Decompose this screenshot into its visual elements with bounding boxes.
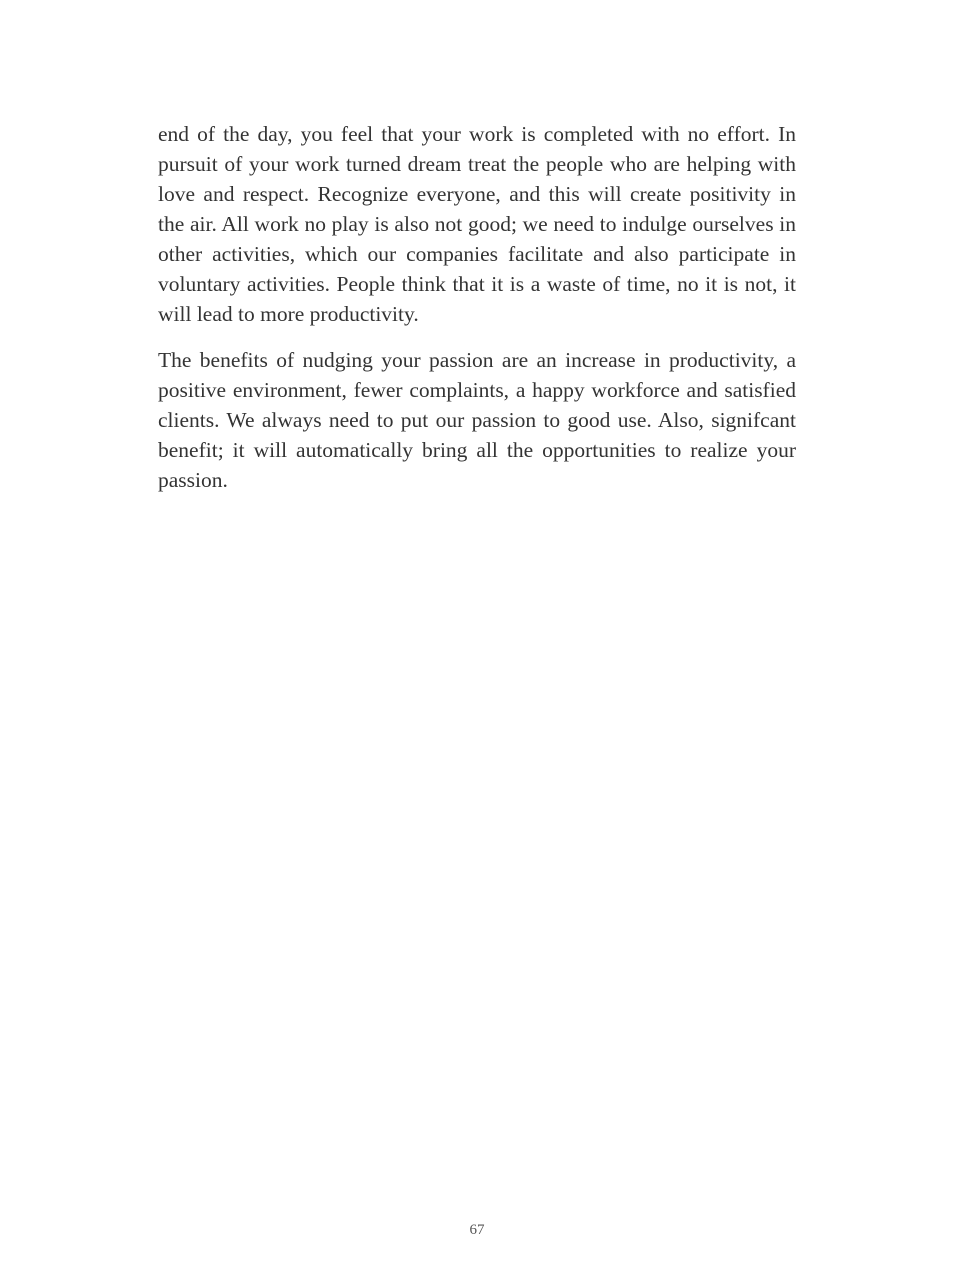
body-text — [158, 119, 796, 511]
page-number: 67 — [469, 1222, 485, 1238]
paragraph: The benefits of nudging your passion are an increase in productivity, a positive environment, fewer complaints, a happy workforce and satisfied clients. We always need to put our passion to good use. Also, signifcant benefit; it will automatically bring all the opportunities to realize your passion. — [158, 348, 796, 492]
paragraph: end of the day, you feel that your work is completed with no effort. In pursuit of your work turned dream treat the people who are helping with love and respect. Recognize everyone, and this will create positivity in the air. All work no play is also not good; we need to indulge ourselves in other activities, which our companies facilitate and also participate in voluntary activities. People think that it is a waste of time, no it is not, it will lead to more productivity. — [158, 122, 796, 326]
